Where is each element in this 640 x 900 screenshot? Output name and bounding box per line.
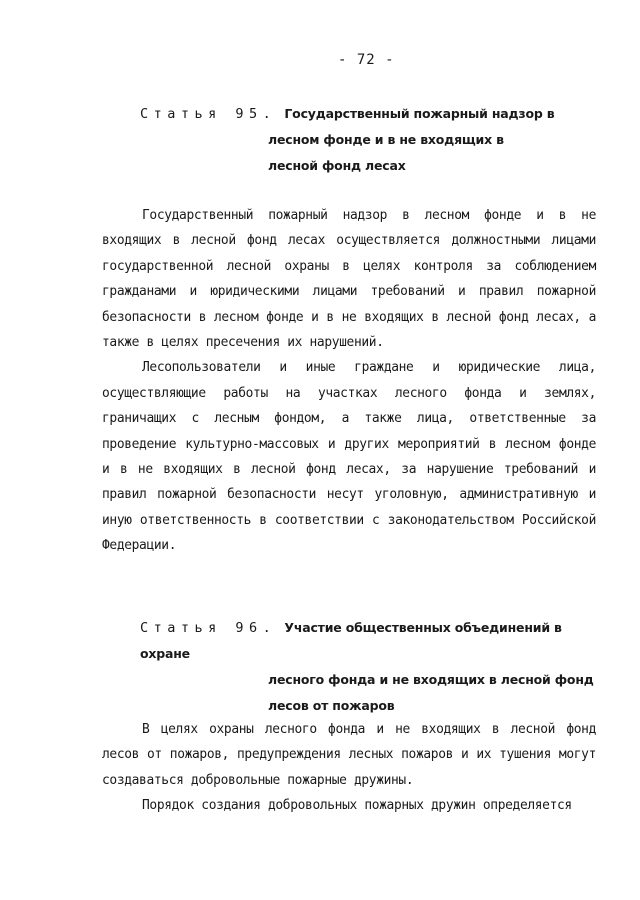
article-title-line: лесов от пожаров	[268, 698, 395, 713]
article-95-body	[102, 203, 596, 559]
article-label: Статья 95.	[140, 106, 277, 122]
paragraph: Лесопользователи и иные граждане и юридические лица, осуществляющие работы на участках лесного фонда и землях, граничащих с лесным фондом, а также лица, ответственные за проведение культурно-массовых и других мероприятий в лесном фонде и в не входящих в лесной фонд лесах, за нарушение требований и правил пожарной безопасности несут уголовную, административную и иную ответственность в соответствии с законодательством Российской Федерации.	[102, 360, 596, 554]
article-title-line: лесной фонд лесах	[268, 158, 406, 173]
article-title-line: Государственный пожарный надзор в	[284, 106, 555, 121]
page-number: - 72 -	[338, 52, 395, 68]
paragraph: Порядок создания добровольных пожарных дружин определяется	[142, 798, 572, 814]
article-title-line: лесном фонде и в не входящих в	[268, 132, 504, 147]
article-95-heading	[140, 101, 610, 179]
article-96-body	[102, 717, 596, 819]
paragraph: Государственный пожарный надзор в лесном фонде и в не входящих в лесной фонд лесах осуществляется должностными лицами государственной лесной охраны в целях контроля за соблюдением гражданами и юридическими лицами требований и правил пожарной безопасности в лесном фонде и в не входящих в лесной фонд лесах, а также в целях пресечения их нарушений.	[102, 208, 596, 351]
paragraph: В целях охраны лесного фонда и не входящих в лесной фонд лесов от пожаров, предупреждения лесных пожаров и их тушения могут создаваться добровольные пожарные дружины.	[102, 722, 596, 788]
article-title-line: лесного фонда и не входящих в лесной фонд	[268, 672, 594, 687]
article-title-line: Участие общественных объединений в охране	[140, 620, 562, 661]
article-96-heading	[140, 615, 610, 719]
article-label: Статья 96.	[140, 620, 277, 636]
